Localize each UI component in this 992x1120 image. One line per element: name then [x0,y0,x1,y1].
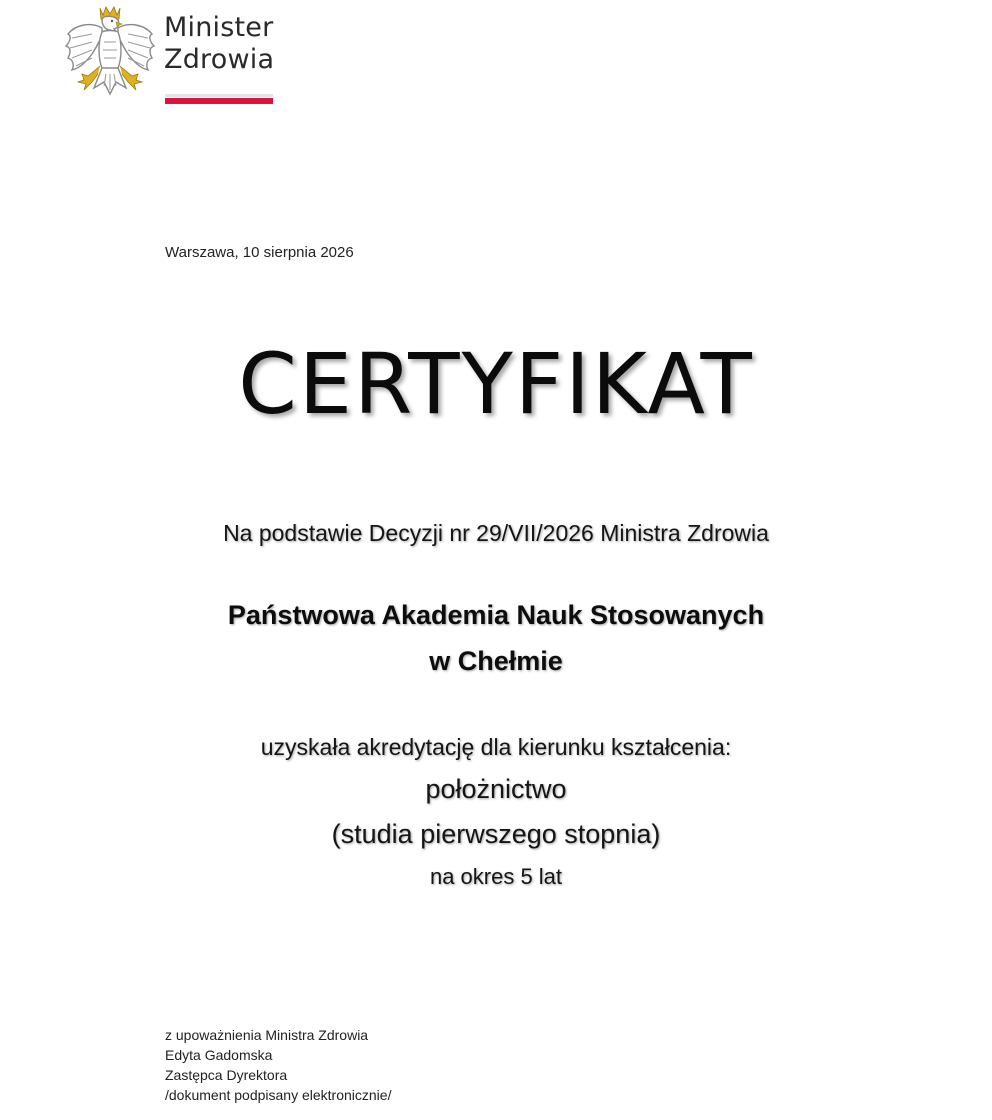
signature-authorization: z upoważnienia Ministra Zdrowia [165,1027,369,1043]
ministry-name-line2: Zdrowia [164,44,275,75]
accreditation-statement: uzyskała akredytację dla kierunku kształcenia: [260,734,732,760]
ministry-name [164,12,274,76]
signatory-position: Zastępca Dyrektora [165,1067,288,1083]
signature-block [165,1025,391,1105]
flag-red-stripe [165,98,273,104]
field-of-study: położnictwo [425,774,567,804]
electronic-signature-note: /dokument podpisany elektronicznie/ [165,1087,392,1103]
certificate-title: CERTYFIKAT [238,335,754,433]
place-and-date: Warszawa, 10 sierpnia 2026 [165,244,354,261]
signatory-name: Edyta Gadomska [165,1047,273,1063]
institution-name-line2: w Chełmie [429,646,563,676]
study-level: (studia pierwszego stopnia) [331,819,661,849]
white-eagle-emblem-icon [62,2,158,102]
flag-white-stripe [165,94,273,97]
institution-name-line1: Państwowa Akademia Nauk Stosowanych [227,600,765,630]
national-flag-stripe [165,94,273,104]
accreditation-period: na okres 5 lat [429,864,563,889]
ministry-logo [62,2,282,108]
ministry-name-line1: Minister [164,12,274,43]
decision-basis: Na podstawie Decyzji nr 29/VII/2026 Ministra Zdrowia [223,520,769,546]
